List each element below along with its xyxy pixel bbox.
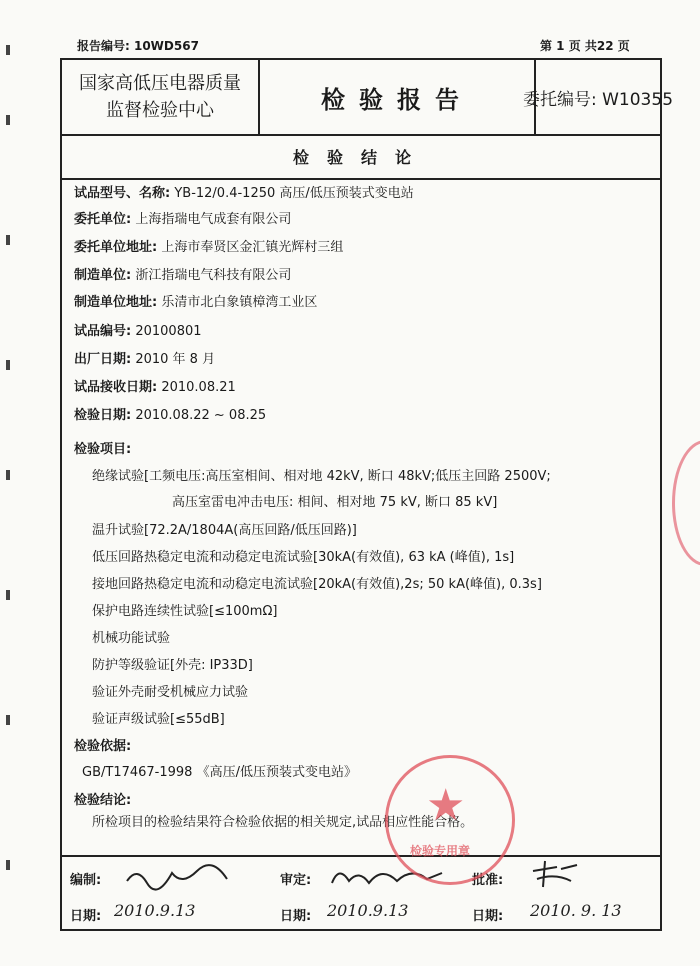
item-insulation-cont: 高压室雷电冲击电压: 相间、相对地 75 kV, 断口 85 kV]: [172, 495, 498, 510]
field-production-date: 出厂日期: 2010 年 8 月: [74, 352, 216, 367]
item-temperature-rise: 温升试验[72.2A/1804A(高压回路/低压回路)]: [92, 523, 357, 538]
official-stamp: [385, 755, 515, 885]
field-sample-number: 试品编号: 20100801: [74, 324, 202, 339]
item-ip-rating: 防护等级验证[外壳: IP33D]: [92, 658, 253, 673]
field-client: 委托单位: 上海指瑞电气成套有限公司: [74, 212, 292, 227]
item-ground-current: 接地回路热稳定电流和动稳定电流试验[20kA(有效值),2s; 50 kA(峰值), 0.3s]: [92, 577, 542, 592]
reviewed-label: 审定:: [280, 873, 312, 888]
item-enclosure-stress: 验证外壳耐受机械应力试验: [92, 685, 249, 700]
field-test-date: 检验日期: 2010.08.22 ~ 08.25: [74, 408, 267, 423]
basis-label: 检验依据:: [74, 739, 132, 754]
conclusion-label: 检验结论:: [74, 793, 132, 808]
binder-mark: [6, 115, 10, 125]
binder-mark: [6, 715, 10, 725]
conclusion-value: 所检项目的检验结果符合检验依据的相关规定,试品相应性能合格。: [92, 815, 474, 830]
side-stamp-icon: [672, 440, 700, 566]
org-line-1: 国家高低压电器质量: [79, 73, 241, 94]
field-manufacturer-address: 制造单位地址: 乐清市北白象镇樟湾工业区: [74, 295, 318, 310]
report-number: 报告编号: 10WD567: [77, 39, 199, 53]
date-label-2: 日期:: [280, 909, 312, 924]
org-name: [62, 60, 260, 134]
item-lv-current: 低压回路热稳定电流和动稳定电流试验[30kA(有效值), 63 kA (峰值), 1s]: [92, 550, 515, 565]
approved-signature: [527, 859, 587, 891]
date-1: 2010.9.13: [114, 901, 196, 920]
binder-mark: [6, 590, 10, 600]
item-insulation: 绝缘试验[工频电压:高压室相间、相对地 42kV, 断口 48kV;低压主回路 2500V;: [92, 469, 551, 484]
prepared-label: 编制:: [70, 873, 102, 888]
commission-number: 委托编号: W10355: [522, 89, 674, 110]
date-2: 2010.9.13: [327, 901, 409, 920]
org-line-2: 监督检验中心: [106, 100, 214, 121]
binder-mark: [6, 45, 10, 55]
item-sound-level: 验证声级试验[≤55dB]: [92, 712, 225, 727]
field-manufacturer: 制造单位: 浙江指瑞电气科技有限公司: [74, 268, 292, 283]
stamp-text: 检验专用章: [410, 844, 471, 858]
item-mechanical: 机械功能试验: [92, 631, 171, 646]
field-receipt-date: 试品接收日期: 2010.08.21: [74, 380, 236, 395]
prepared-signature: [122, 861, 232, 891]
item-protection-circuit: 保护电路连续性试验[≤100mΩ]: [92, 604, 278, 619]
date-3: 2010. 9. 13: [530, 901, 622, 920]
report-frame: [60, 58, 674, 931]
binder-mark: [6, 470, 10, 480]
binder-mark: [6, 360, 10, 370]
field-model: 试品型号、名称: YB-12/0.4-1250 高压/低压预装式变电站: [74, 186, 414, 201]
binder-mark: [6, 235, 10, 245]
signature-row: [62, 855, 660, 933]
section-title: 检验结论: [62, 134, 660, 180]
date-label-1: 日期:: [70, 909, 102, 924]
field-client-address: 委托单位地址: 上海市奉贤区金汇镇光辉村三组: [74, 240, 344, 255]
title-row: [62, 60, 674, 136]
basis-value: GB/T17467-1998 《高压/低压预装式变电站》: [82, 765, 357, 780]
report-title: 检验报告: [260, 60, 536, 134]
items-label: 检验项目:: [74, 442, 132, 457]
binder-mark: [6, 860, 10, 870]
stamp-star-icon: ★: [426, 780, 466, 831]
date-label-3: 日期:: [472, 909, 504, 924]
page-info: 第 1 页 共22 页: [540, 39, 630, 53]
approved-label: 批准:: [472, 873, 504, 888]
